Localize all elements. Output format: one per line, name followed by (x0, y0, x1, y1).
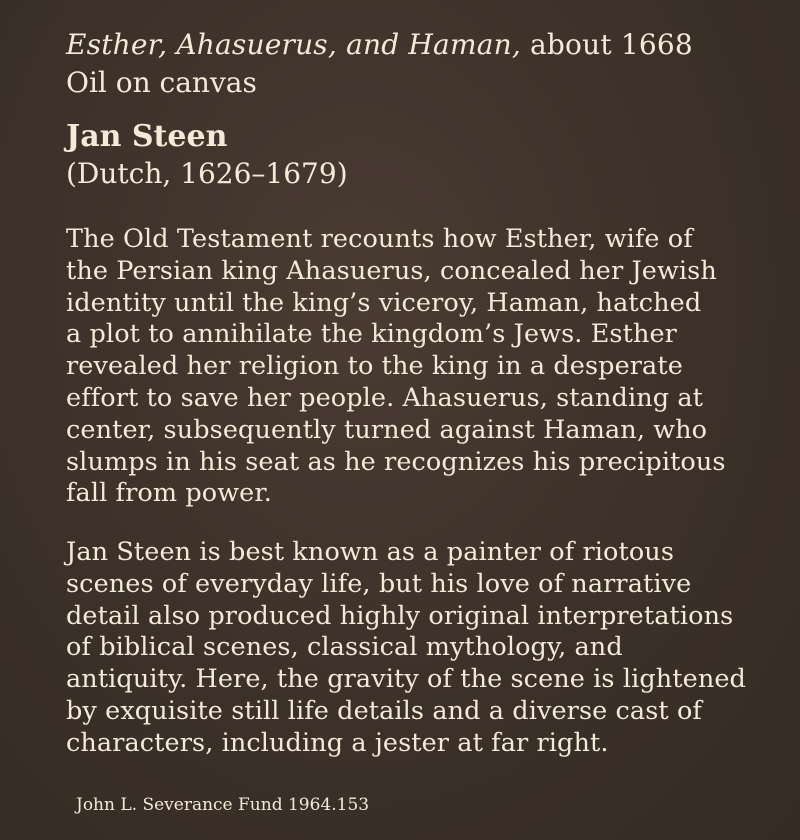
description-paragraph-1 (66, 224, 766, 510)
paragraph-line: characters, including a jester at far right. (66, 727, 609, 758)
paragraph-line: detail also produced highly original interpretations (66, 600, 734, 631)
paragraph-line: by exquisite still life details and a diverse cast of (66, 695, 702, 726)
description-paragraph-2 (66, 537, 766, 760)
paragraph-line: scenes of everyday life, but his love of narrative (66, 568, 692, 599)
paragraph-line: of biblical scenes, classical mythology, and (66, 632, 623, 663)
paragraph-line: a plot to annihilate the kingdom’s Jews. Esther (66, 319, 677, 350)
artwork-medium: Oil on canvas (66, 66, 257, 99)
paragraph-line: the Persian king Ahasuerus, concealed her Jewish (66, 255, 717, 286)
paragraph-line: effort to save her people. Ahasuerus, standing at (66, 382, 704, 413)
credit-line: John L. Severance Fund 1964.153 (76, 795, 370, 815)
paragraph-line: center, subsequently turned against Haman, who (66, 414, 708, 445)
artwork-title: Esther, Ahasuerus, and Haman, (66, 28, 521, 61)
artist-name: Jan Steen (66, 119, 228, 154)
artwork-date: about 1668 (530, 28, 693, 61)
paragraph-line: Jan Steen is best known as a painter of riotous (66, 537, 675, 567)
paragraph-line: revealed her religion to the king in a desperate (66, 351, 683, 382)
paragraph-line: identity until the king’s viceroy, Haman, hatched (66, 287, 702, 318)
paragraph-line: fall from power. (66, 478, 273, 509)
paragraph-line: slumps in his seat as he recognizes his precipitous (66, 446, 726, 477)
paragraph-line: antiquity. Here, the gravity of the scene is lightened (66, 664, 746, 695)
artist-nationality-dates: (Dutch, 1626–1679) (66, 157, 348, 190)
artwork-title-line (66, 28, 693, 62)
paragraph-line: The Old Testament recounts how Esther, wife of (66, 224, 693, 254)
